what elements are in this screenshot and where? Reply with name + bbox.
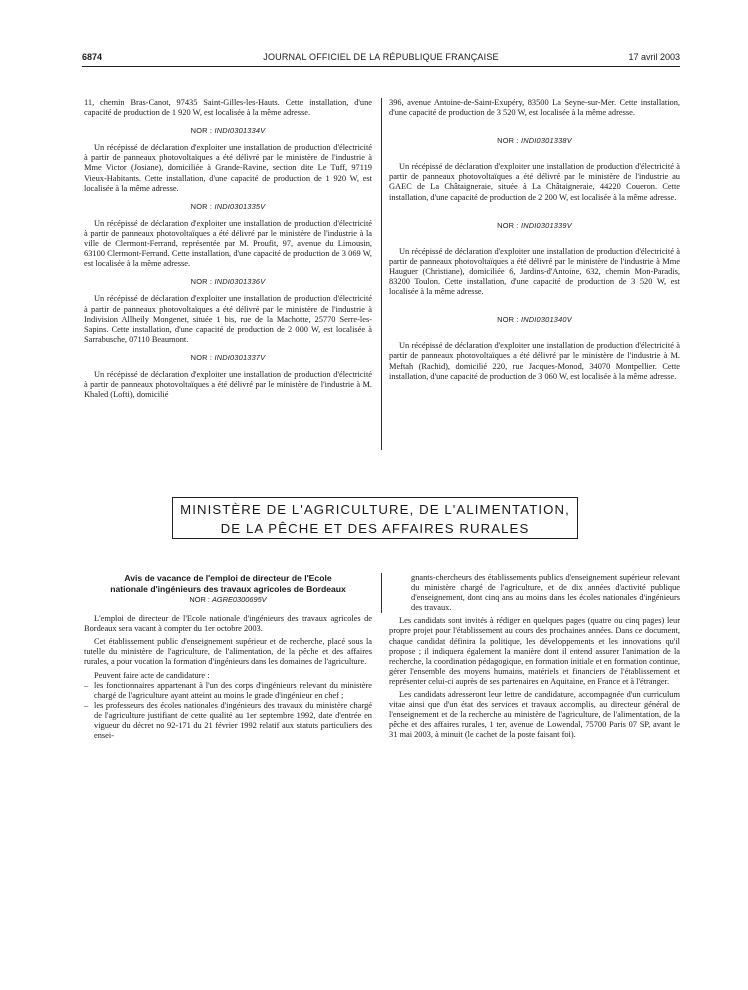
- ministry-line-1: MINISTÈRE DE L'AGRICULTURE, DE L'ALIMENTATION,: [180, 502, 570, 517]
- avis-right-column: [389, 573, 680, 741]
- right-column: [389, 98, 680, 382]
- column-divider: [381, 573, 382, 613]
- nor-code: AGRE0300695V: [211, 595, 267, 604]
- right-intro: 396, avenue Antoine-de-Saint-Exupéry, 83500 La Seyne-sur-Mer. Cette installation, d'une capacité de production de 3 520 W, est localisée à la même adresse.: [389, 98, 680, 118]
- avis-paragraph-3: Peuvent faire acte de candidature :: [94, 670, 210, 680]
- avis-paragraph-4: Les candidats sont invités à rédiger en quelques pages (quatre ou cinq pages) leur propre projet pour l'établissement au cours des prochaines années. Dans ce document, chaque candidat définira la politique, les développements et les innovations qu'il propose ; il indiquera également la manière dont il entend assurer l'animation de la recherche, la coordination pédagogique, en formation initiale et en formation continue, gérer l'ensemble des moyens humains, matériels et financiers de l'établissement et représenter celui-ci auprès de ses partenaires en Aquitaine, en France et à l'étranger.: [389, 616, 680, 686]
- avis-title-line-1: Avis de vacance de l'emploi de directeur de l'Ecole: [124, 573, 332, 583]
- avis-paragraph-1: L'emploi de directeur de l'Ecole nationale d'ingénieurs des travaux agricoles de Bordeaux sera vacant à compter du 1er octobre 2003.: [84, 614, 372, 634]
- nor-line: NOR : INDI0301337V: [190, 352, 266, 362]
- publication-date: 17 avril 2003: [628, 52, 680, 62]
- candidate-list: [84, 681, 372, 742]
- nor-code: INDI0301337V: [214, 352, 266, 362]
- ministry-line-2: DE LA PÊCHE ET DES AFFAIRES RURALES: [220, 521, 530, 536]
- list-continuation: gnants-chercheurs des établissements publics d'enseignement supérieur relevant du ministère chargé de l'agriculture, et de dix années d'activité publique d'enseignement, dont cinq ans au moins dans les écoles nationales d'ingénieurs des travaux.: [411, 573, 680, 613]
- nor-line: NOR : INDI0301338V: [497, 136, 572, 146]
- nor-code: INDI0301339V: [520, 220, 572, 230]
- notice-text: Un récépissé de déclaration d'exploiter une installation de production d'électricité à partir de panneaux photovoltaïques a été délivré par le ministère de l'industrie à Mme Victor (Josiane), domiciliée à Grande-Ravine, section dite Le Tuff, 97119 Vieux-Habitants. Cette installation, d'une capacité de production de 1 920 W, est localisée à la même adresse.: [84, 143, 372, 193]
- left-column: [84, 98, 372, 400]
- avis-paragraph-5: Les candidats adresseront leur lettre de candidature, accompagnée d'un curriculum vitae ainsi que d'un état des services et travaux accomplis, au directeur général de l'enseignement et de la recherche au ministère de l'agriculture, de l'alimentation, de la pêche et des affaires rurales, 1 ter, avenue de Lowendal, 75700 Paris 07 SP, avant le 31 mai 2003, à minuit (le cachet de la poste faisant foi).: [389, 690, 680, 740]
- list-item: – les professeurs des écoles nationales d'ingénieurs des travaux du ministère chargé de l'agriculture justifiant de cette qualité au 1er septembre 1992, date d'entrée en vigueur du décret no 92-171 du 21 février 1992 relatif aux statuts particuliers des ensei-: [84, 701, 372, 741]
- notice-text: Un récépissé de déclaration d'exploiter une installation de production d'électricité à partir de panneaux photovoltaïques a été délivré par le ministère de l'industrie à M. Khaled (Lofti), domicilié: [84, 369, 372, 400]
- notice-text: Un récépissé de déclaration d'exploiter une installation de production d'électricité à partir de panneaux photovoltaïques a été délivré par le ministère de l'industrie à M. Meftah (Rachid), domicilié 220, rue Jacques-Monod, 34070 Montpellier. Cette installation, d'une capacité de production de 3 060 W, est localisée à la même adresse.: [389, 341, 680, 381]
- nor-code: INDI0301338V: [520, 136, 572, 146]
- header-rule: [82, 66, 680, 67]
- nor-code: INDI0301336V: [214, 277, 266, 287]
- avis-title: [84, 573, 372, 594]
- nor-code: INDI0301335V: [214, 201, 266, 211]
- nor-line: NOR : INDI0301340V: [497, 315, 572, 325]
- nor-code: INDI0301340V: [520, 315, 572, 325]
- ministry-heading: [172, 497, 578, 539]
- nor-line: NOR : INDI0301335V: [190, 201, 266, 211]
- avis-title-line-2: nationale d'ingénieurs des travaux agricoles de Bordeaux: [110, 583, 346, 594]
- avis-paragraph-2: Cet établissement public d'enseignement supérieur et de recherche, placé sous la tutelle du ministère de l'agriculture, de l'alimentation, de la pêche et des affaires rurales, a pour vocation la formation d'ingénieurs dans les domaines de l'agriculture.: [84, 637, 372, 667]
- list-item: – les fonctionnaires appartenant à l'un des corps d'ingénieurs relevant du ministère chargé de l'agriculture ayant atteint au moins le grade d'ingénieur en chef ;: [84, 681, 372, 701]
- nor-line: NOR : INDI0301334V: [190, 126, 266, 136]
- notice-text: Un récépissé de déclaration d'exploiter une installation de production d'électricité à partir de panneaux photovoltaïques a été délivré par le ministère de l'industrie à Indivision Allheily Mongenet, située 1 bis, rue de la Machotte, 25770 Serre-les-Sapins. Cette installation, d'une capacité de production de 2 000 W, est localisée à Sarrabusche, 07110 Beaumont.: [84, 294, 372, 344]
- avis-nor-line: NOR : AGRE0300695V: [189, 595, 267, 604]
- page-header: [82, 52, 680, 66]
- notice-text: Un récépissé de déclaration d'exploiter une installation de production d'électricité à partir de panneaux photovoltaïques a été délivré par le ministère de l'industrie à Mme Hauguer (Christiane), domiciliée 6, Jardins-d'Antoine, 632, chemin Mon-Paradis, 83200 Toulon. Cette installation, d'une capacité de production de 3 520 W, est localisée à la même adresse.: [389, 246, 680, 297]
- nor-line: NOR : INDI0301339V: [497, 220, 572, 230]
- column-divider: [381, 98, 382, 450]
- page-number: 6874: [82, 52, 103, 62]
- notice-text: Un récépissé de déclaration d'exploiter une installation de production d'électricité à partir de panneaux photovoltaïques a été délivré par le ministère de l'industrie au GAEC de La Châtaigneraie, située à La Châtaigneraie, 44220 Coueron. Cette installation, d'une capacité de production de 2 200 W, est localisée à la même adresse.: [389, 162, 680, 202]
- notice-text: Un récépissé de déclaration d'exploiter une installation de production d'électricité à partir de panneaux photovoltaïques a été délivré par le ministère de l'industrie à la ville de Clermont-Ferrand, représentée par M. Proufit, 97, avenue du Limousin, 63100 Clermont-Ferrand. Cette installation, d'une capacité de production de 3 069 W, est localisée à la même adresse.: [84, 218, 372, 269]
- left-intro: 11, chemin Bras-Canot, 97435 Saint-Gilles-les-Hauts. Cette installation, d'une capacité de production de 1 920 W, est localisée à la même adresse.: [84, 98, 372, 118]
- nor-line: NOR : INDI0301336V: [190, 277, 266, 287]
- avis-left-column: [84, 573, 372, 741]
- journal-title: JOURNAL OFFICIEL DE LA RÉPUBLIQUE FRANÇAISE: [263, 52, 499, 62]
- nor-code: INDI0301334V: [214, 126, 266, 136]
